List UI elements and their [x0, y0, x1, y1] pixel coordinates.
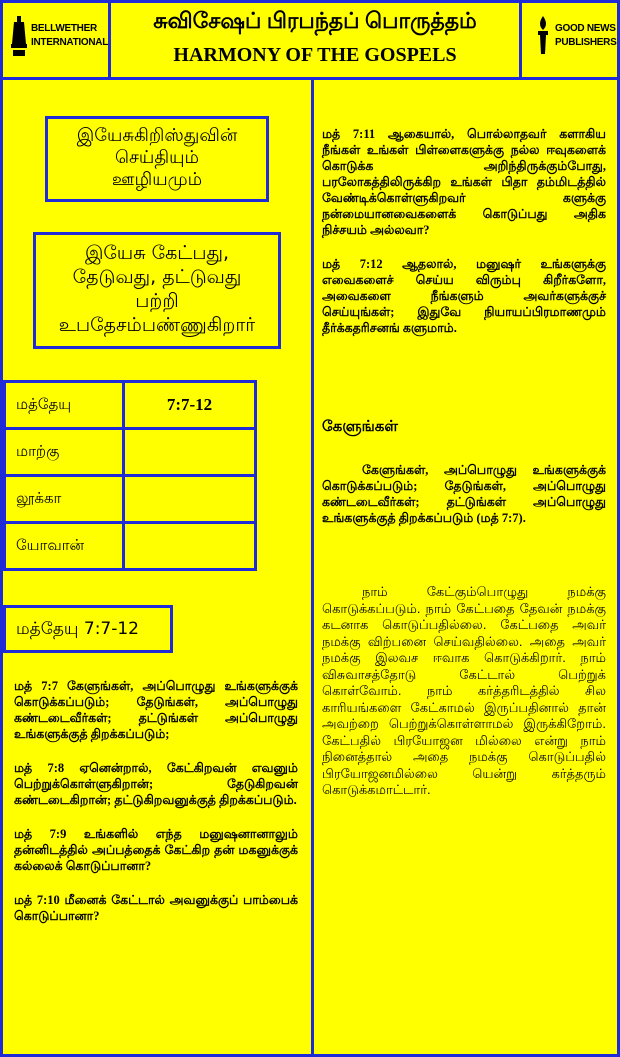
table-row: [5, 429, 256, 476]
box-line: ஊழியமும்: [111, 169, 203, 190]
title-tamil: சுவிசேஷப் பிரபந்தப் பொருத்தம்: [153, 8, 477, 33]
message-ministry-box: [45, 116, 269, 202]
logo-line: INTERNATIONAL: [31, 37, 109, 48]
gospel-reference-table: [3, 380, 257, 571]
left-verses: [14, 678, 298, 942]
logo-line: PUBLISHERS: [555, 37, 617, 48]
verse: மத் 7:10 மீனைக் கேட்டால் அவனுக்குப் பாம்பைக் கொடுப்பானா?: [14, 893, 298, 923]
bellwether-ram-icon: [10, 14, 28, 58]
right-verses: [322, 126, 606, 354]
box-line: பற்றி: [135, 290, 179, 312]
commentary-block: [322, 584, 606, 799]
subheading: கேளுங்கள்: [322, 419, 398, 435]
ref-cell: 7:7-12: [124, 382, 256, 429]
box-line: செய்தியும்: [114, 147, 200, 168]
ref-cell: [124, 476, 256, 523]
verse: மத் 7:12 ஆதலால், மனுஷர் உங்களுக்கு எவைகளைச் செய்ய விரும்பு கிறீர்களோ, அவைகளை நீங்களும் அவர்களுக்குச் செய்யுங்கள்; இதுவே நியாயப்பிரமாணமும் தீர்க்கதரிசனங் களுமாம்.: [322, 257, 606, 335]
book-cell: மாற்கு: [5, 429, 124, 476]
verse: மத் 7:9 உங்களில் எந்த மனுஷனானாலும் தன்னிடத்தில் அப்பத்தைக் கேட்கிற தன் மகனுக்குக் கல்லைக் கொடுப்பானா?: [14, 827, 298, 873]
ref-cell: [124, 523, 256, 570]
verse: மத் 7:8 ஏனென்றால், கேட்கிறவன் எவனும் பெற்றுக்கொள்ளுகிறான்; தேடுகிறவன் கண்டடைகிறான்; தட்டுகிறவனுக்குத் திறக்கப்படும்.: [14, 761, 298, 807]
book-cell: மத்தேயு: [5, 382, 124, 429]
box-line: இயேசுகிறிஸ்துவின்: [76, 125, 238, 146]
ref-cell: [124, 429, 256, 476]
book-cell: லூக்கா: [5, 476, 124, 523]
good-news-logo: [534, 14, 616, 58]
passage-title: மத்தேயு 7:7-12: [16, 619, 140, 639]
logo-line: BELLWETHER: [31, 23, 97, 34]
logo-line: GOOD NEWS: [555, 23, 616, 34]
torch-icon: [534, 14, 552, 58]
topic-box: [33, 232, 281, 349]
passage-title-box: [3, 605, 173, 653]
quote-block: [322, 462, 606, 544]
table-row: [5, 476, 256, 523]
box-line: உபதேசம்பண்ணுகிறார்: [58, 314, 256, 336]
verse: மத் 7:11 ஆகையால், பொல்லாதவர் களாகிய நீங்கள் உங்கள் பிள்ளைகளுக்கு நல்ல ஈவுகளைக் கொடுக்க அறிந்திருக்கும்போது, பரலோகத்திலிருக்கிற உங்கள் பிதா தம்மிடத்தில் வேண்டிக்கொள்ளுகிறவர் களுக்கு நன்மையானவைகளைக் கொடுப்பது அதிக நிச்சயம் அல்லவா?: [322, 127, 606, 237]
table-row: [5, 382, 256, 429]
commentary: நாம் கேட்கும்பொழுது நமக்கு கொடுக்கப்படும். நாம் கேட்பதை தேவன் நமக்கு கடனாக கொடுப்பதில்லை. கேட்பதை அவர் நமக்கு விற்பனை செய்வதில்லை. அதை அவர் நமக்கு இலவச ஈவாக கொடுக்கிறார். நாம் விசுவாசத்தோடு கேட்டால் பெற்றுக் கொள்வோம். நாம் கர்த்தரிடத்தில் சில காரியங்களை கேட்காமல் இருப்பதினால் தான் அவற்றை பெற்றுக்கொள்ளாமல் இருக்கிறோம். கேட்பதில் பிரயோஜன மில்லை என்று நாம் நினைத்தால் அதை நமக்கு கொடுப்பதில் பிரயோஜனமில்லை யென்று கர்த்தரும் கொடுக்கமாட்டார்.: [322, 584, 606, 797]
quote: கேளுங்கள், அப்பொழுது உங்களுக்குக் கொடுக்கப்படும்; தேடுங்கள், அப்பொழுது கண்டடைவீர்கள்; தட்டுங்கள் அப்பொழுது உங்களுக்குத் திறக்கப்படும் (மத் 7:7).: [322, 463, 606, 525]
box-line: தேடுவது, தட்டுவது: [72, 266, 242, 288]
bellwether-logo: [10, 14, 108, 58]
title-english: HARMONY OF THE GOSPELS: [173, 44, 457, 66]
table-row: [5, 523, 256, 570]
book-cell: யோவான்: [5, 523, 124, 570]
box-line: இயேசு கேட்பது,: [84, 242, 230, 264]
verse: மத் 7:7 கேளுங்கள், அப்பொழுது உங்களுக்குக் கொடுக்கப்படும்; தேடுங்கள், அப்பொழுது கண்டடைவீர்கள்; தட்டுங்கள் அப்பொழுது உங்களுக்குத் திறக்கப்படும்;: [14, 679, 298, 741]
